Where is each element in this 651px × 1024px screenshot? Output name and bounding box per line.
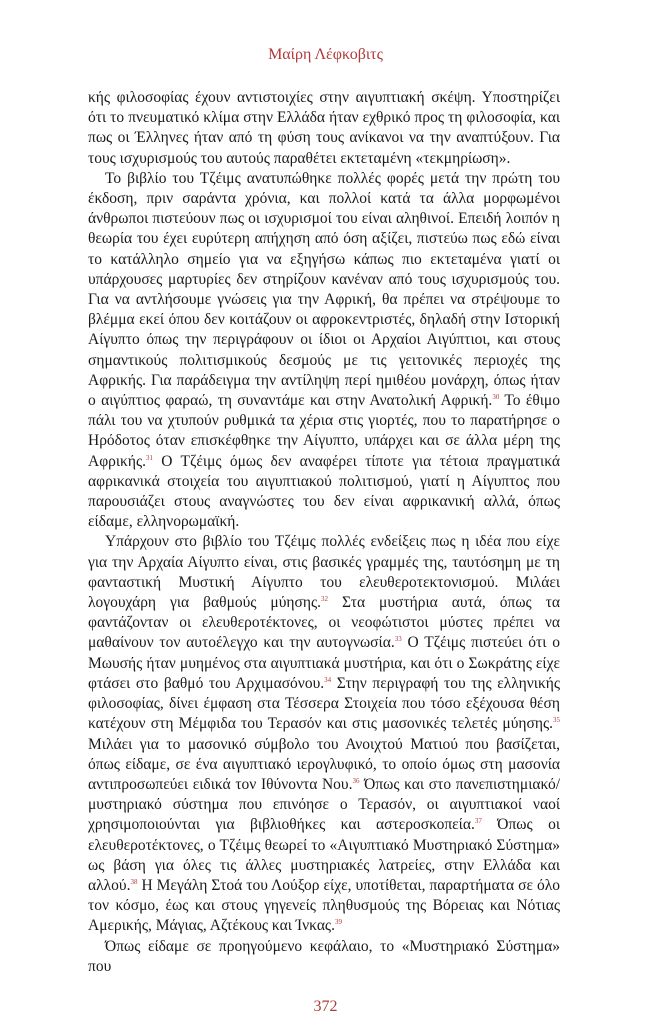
text-run: Η Μεγάλη Στοά του Λούξορ είχε, υποτίθεται, παραρτήματα σε όλο τον κόσμο, έως και στους γηγενείς πληθυσμούς της Βόρειας και Νότιας Αμερικής, Μάγιας, Αζτέκους και Ίνκας. <box>88 876 560 935</box>
text-run: Όπως είδαμε σε προηγούμενο κεφάλαιο, το «Μυστηριακό Σύστημα» που <box>88 937 560 975</box>
paragraph <box>88 937 560 977</box>
text-run: Ο Τζέιμς όμως δεν αναφέρει τίποτε για τέτοια πραγματικά αφρικανικά στοιχεία του αιγυπτιακού πολιτισμού, γιατί η Αίγυπτος που παρουσιάζει στους αναγνώστες του δεν είναι αφρικανική αλλά, όπως είδαμε, ελληνορωμαϊκή. <box>88 452 560 531</box>
text-run: Ο Τζέιμς πιστεύει ότι ο Μωυσής ήταν μυημένος στα αιγυπτιακά μυστήρια, και ότι ο Σωκράτης είχε φτάσει στο βαθμό του Αρχιμασόνου. <box>88 634 560 692</box>
text-run: Όπως οι ελευθεροτέκτονες, ο Τζέιμς θεωρεί το «Αιγυπτιακό Μυστηριακό Σύστημα» ως βάση για όλες τις άλλες μυστηριακές λατρείες, στην Ελλάδα και αλλού. <box>88 816 561 894</box>
footnote-ref[interactable]: 33 <box>394 635 402 644</box>
footnote-ref[interactable]: 31 <box>145 453 153 462</box>
footnote-ref[interactable]: 36 <box>352 776 360 785</box>
footnote-ref[interactable]: 39 <box>334 918 342 927</box>
footnote-ref[interactable]: 38 <box>130 877 138 886</box>
paragraph <box>88 169 560 533</box>
running-header: Μαίρη Λέφκοβιτς <box>268 46 383 63</box>
text-run: Στα μυστήρια αυτά, όπως τα φαντάζονταν οι ελευθεροτέκτονες, οι νεοφώτιστοι μύστες πρέπει να μαθαίνουν τον αυτοέλεγχο και την αυτογνωσία. <box>88 594 560 652</box>
footnote-ref[interactable]: 34 <box>324 675 332 684</box>
body-text <box>88 88 560 977</box>
text-run: Το έθιμο πάλι του να χτυπούν ρυθμικά τα χέρια στις γιορτές, που το παρατήρησε ο Ηρόδοτος όταν επισκέφθηκε την Αίγυπτο, υπάρχει και σε άλλα μέρη της Αφρικής. <box>88 392 560 470</box>
text-run: Στην περιγραφή του της ελληνικής φιλοσοφίας, δίνει έμφαση στα Τέσσερα Στοιχεία που τόσο εξέχουσα θέση κατέχουν στη Μέμφιδα του Τερασόν και στις μασονικές τελετές μύησης. <box>88 674 560 733</box>
paragraph <box>88 88 560 169</box>
text-run: Το βιβλίο του Τζέιμς ανατυπώθηκε πολλές φορές μετά την πρώτη του έκδοση, πριν σαράντα χρόνια, και πολλοί κατά τα άλλα μορφωμένοι άνθρωποι πιστεύουν πως οι ισχυρισμοί του είναι αληθινοί. Επειδή λοιπόν η θεωρία του έχει ευρύτερη απήχηση από όση αξίζει, πιστεύω πως εδώ είναι το κατάλληλο σημείο για να εξηγήσω κάπως πιο εκτεταμένα γιατί οι υπάρχουσες μαρτυρίες δεν στηρίζουν κανέναν από τους ισχυρισμούς του. Για να αντλήσουμε γνώσεις για την Αφρική, θα πρέπει να στρέψουμε το βλέμμα εκεί όπου δεν κοιτάζουν οι αφροκεντριστές, δηλαδή στην Ιστορική Αίγυπτο όπως την περιγράφουν οι ίδιοι οι Αρχαίοι Αιγύπτιοι, και στους σημαντικούς πολιτισμικούς δεσμούς με τις γειτονικές περιοχές της Αφρικής. Για παράδειγμα την αντίληψη περί ημιθέου μονάρχη, όπως ήταν ο αιγύπτιος φαραώ, τη συναντάμε και στην Ανατολική Αφρική. <box>88 169 560 410</box>
footnote-ref[interactable]: 30 <box>492 393 500 402</box>
text-run: κής φιλοσοφίας έχουν αντιστοιχίες στην αιγυπτιακή σκέψη. Υποστηρίζει ότι το πνευματικό κλίμα στην Ελλάδα ήταν εχθρικό προς τη φιλοσοφία, και πως οι Έλληνες ήταν από τη φύση τους ανίκανοι να την αναπτύξουν. Για τους ισχυρισμούς του αυτούς παραθέτει εκτεταμένη «τεκμηρίωση». <box>88 89 560 167</box>
paragraph <box>88 532 560 936</box>
text-run: Υπάρχουν στο βιβλίο του Τζέιμς πολλές ενδείξεις πως η ιδέα που είχε για την Αρχαία Αίγυπτο είναι, στις βασικές γραμμές της, ταυτόσημη με τη φανταστική Μυστική Αίγυπτο του ελευθεροτεκτονισμού. Μιλάει λογουχάρη για βαθμούς μύησης. <box>88 533 560 612</box>
footnote-ref[interactable]: 37 <box>474 817 482 826</box>
footnote-ref[interactable]: 32 <box>321 595 328 604</box>
footnote-ref[interactable]: 35 <box>553 716 560 725</box>
page-number: 372 <box>313 998 338 1015</box>
text-run: Μιλάει για το μασονικό σύμβολο του Ανοιχτού Ματιού που βασίζεται, όπως είδαμε, σε ένα αιγυπτιακό ιερογλυφικό, το οποίο όμως στη μασονία αντιπροσωπεύει ειδικά τον Ιθύνοντα Νου. <box>88 735 560 793</box>
text-run: Όπως και στο πανεπιστημιακό/μυστηριακό σύστημα που επινόησε ο Τερασόν, οι αιγυπτιακοί ναοί χρησιμοποιούνται για βιβλιοθήκες και αστεροσκοπεία. <box>88 775 561 834</box>
